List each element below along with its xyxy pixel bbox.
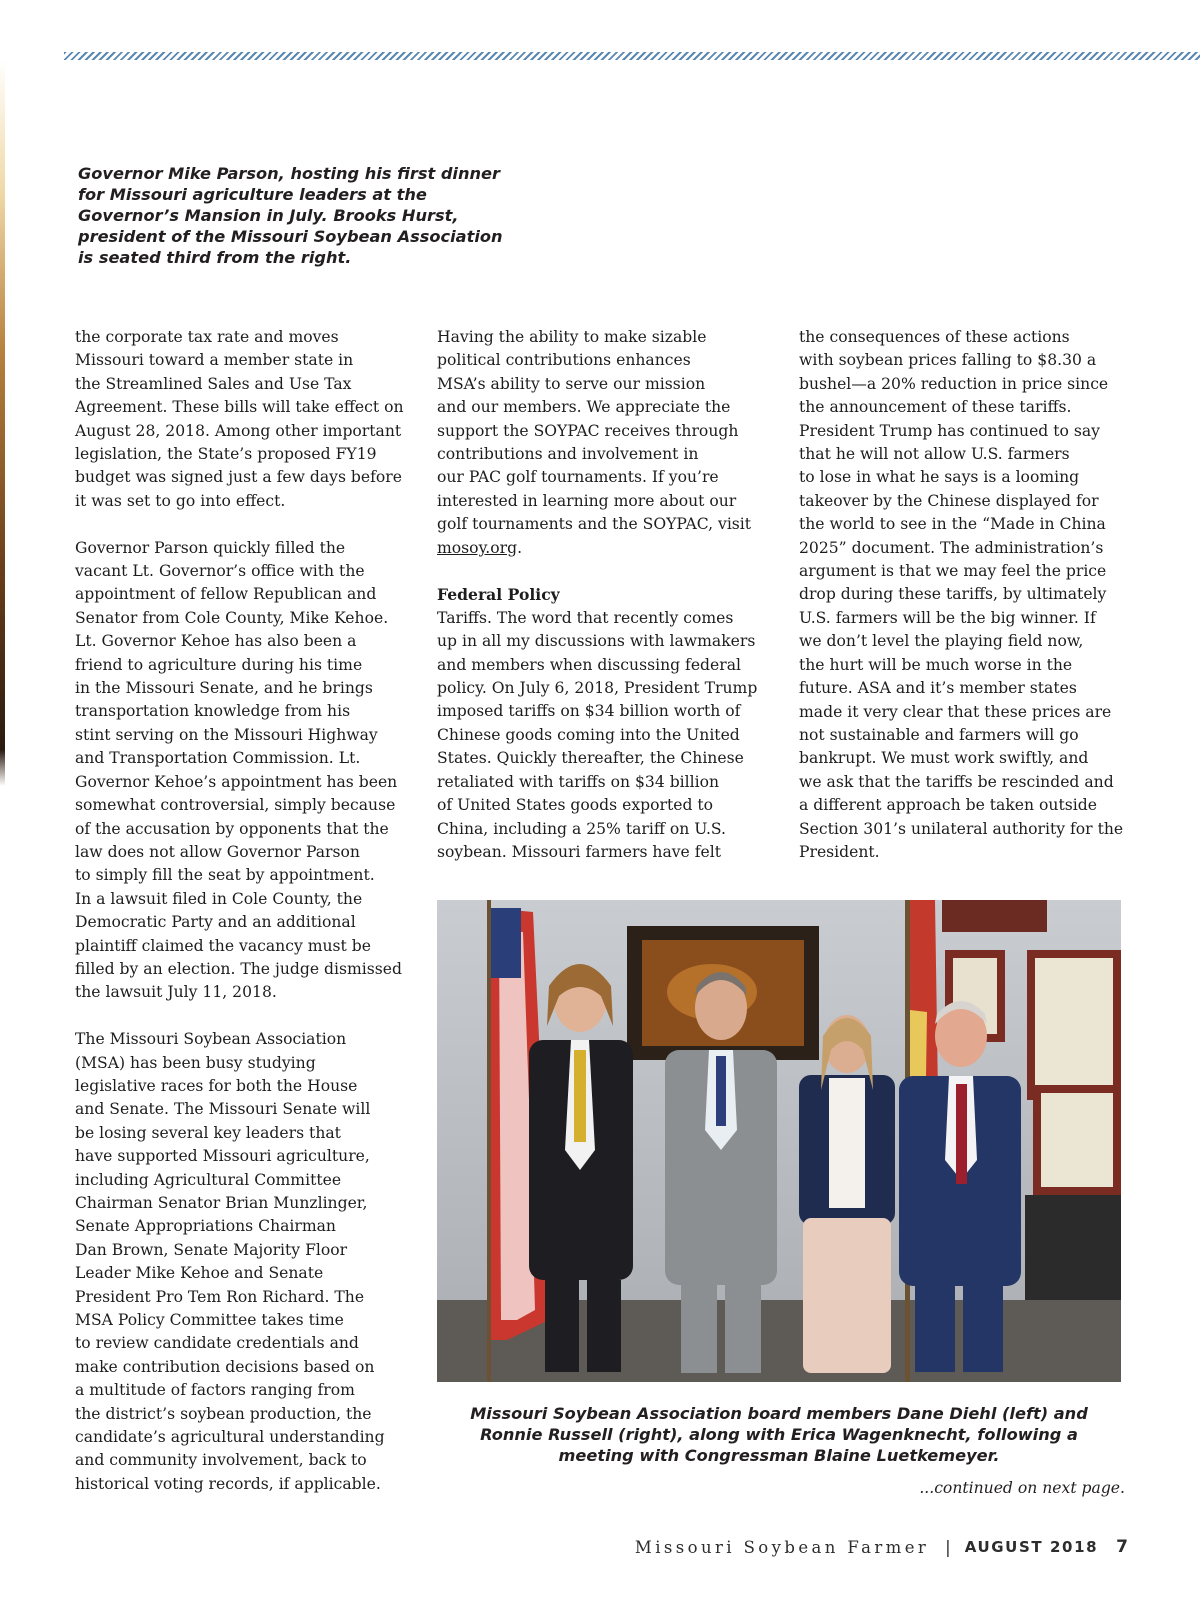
decorative-hatch-rule: [64, 52, 1200, 60]
group-photo-illustration: [437, 900, 1121, 1382]
article-column-3: [799, 326, 1129, 864]
top-photo-caption: Governor Mike Parson, hosting his first dinner for Missouri agriculture leaders at the Governor’s Mansion in July. Brooks Hurst, president of the Missouri Soybean Association is seated third from the right.: [78, 164, 503, 267]
paragraph: [437, 583, 767, 864]
article-column-1: [75, 326, 405, 1496]
paragraph: [437, 326, 767, 560]
top-photo-edge: [0, 60, 5, 786]
page-number: 7: [1116, 1537, 1128, 1557]
article-column-2: [437, 326, 767, 864]
paragraph: The Missouri Soybean Association (MSA) has been busy studying legislative races for both the House and Senate. The Missouri Senate will be losing several key leaders that have supported Missouri agriculture, including Agricultural Committee Chairman Senator Brian Munzlinger, Senate Appropriations Chairman Dan Brown, Senate Majority Floor Leader Mike Kehoe and Senate President Pro Tem Ron Richard. The MSA Policy Committee takes time to review candidate credentials and make contribution decisions based on a multitude of factors ranging from the district’s soybean production, the candidate’s agricultural understanding and community involvement, back to historical voting records, if applicable.: [75, 1030, 385, 1493]
group-photo-caption: [437, 1403, 1121, 1466]
section-heading-federal-policy: Federal Policy: [437, 585, 560, 605]
caption-line: Missouri Soybean Association board members Dane Diehl (left) and: [470, 1404, 1088, 1423]
caption-line: meeting with Congressman Blaine Luetkemeyer.: [558, 1446, 1000, 1465]
group-photo: [437, 900, 1121, 1382]
paragraph: the corporate tax rate and moves Missouri toward a member state in the Streamlined Sales and Use Tax Agreement. These bills will take effect on August 28, 2018. Among other important legislation, the State’s proposed FY19 budget was signed just a few days before it was set to go into effect.: [75, 328, 404, 510]
link-suffix: .: [517, 538, 523, 557]
page-footer: [635, 1537, 1128, 1557]
issue-date: AUGUST 2018: [964, 1538, 1099, 1556]
continued-note: ...continued on next page.: [919, 1479, 1125, 1497]
paragraph-text: Having the ability to make sizable political contributions enhances MSA’s ability to serve our mission and our members. We appreciate the support the SOYPAC receives through contributions and involvement in our PAC golf tournaments. If you’re interested in learning more about our golf tournaments and the SOYPAC, visit: [437, 328, 752, 534]
caption-line: Ronnie Russell (right), along with Erica Wagenknecht, following a: [480, 1425, 1078, 1444]
footer-separator: |: [945, 1537, 951, 1557]
paragraph-text: Tariffs. The word that recently comes up in all my discussions with lawmakers and members when discussing federal policy. On July 6, 2018, President Trump imposed tariffs on $34 billion worth of Chinese goods coming into the United States. Quickly thereafter, the Chinese retaliated with tariffs on $34 billion of United States goods exported to China, including a 25% tariff on U.S. soybean. Missouri farmers have felt: [437, 608, 758, 861]
mosoy-link[interactable]: mosoy.org: [437, 538, 518, 557]
paragraph: the consequences of these actions with soybean prices falling to $8.30 a bushel—a 20% reduction in price since the announcement of these tariffs. President Trump has continued to say that he will not allow U.S. farmers to lose in what he says is a looming takeover by the Chinese displayed for the world to see in the “Made in China 2025” document. The administration’s argument is that we may feel the price drop during these tariffs, by ultimately U.S. farmers will be the big winner. If we don’t level the playing field now, the hurt will be much worse in the future. ASA and it’s member states made it very clear that these prices are not sustainable and farmers will go bankrupt. We must work swiftly, and we ask that the tariffs be rescinded and a different approach be taken outside Section 301’s unilateral authority for the President.: [799, 328, 1124, 861]
magazine-title: Missouri Soybean Farmer: [634, 1537, 930, 1557]
paragraph: Governor Parson quickly filled the vacant Lt. Governor’s office with the appointment of fellow Republican and Senator from Cole County, Mike Kehoe. Lt. Governor Kehoe has also been a friend to agriculture during his time in the Missouri Senate, and he brings transportation knowledge from his stint serving on the Missouri Highway and Transportation Commission. Lt. Governor Kehoe’s appointment has been somewhat controversial, simply because of the accusation by opponents that the law does not allow Governor Parson to simply fill the seat by appointment. In a lawsuit filed in Cole County, the Democratic Party and an additional plaintiff claimed the vacancy must be filled by an election. The judge dismissed the lawsuit July 11, 2018.: [75, 538, 402, 1002]
